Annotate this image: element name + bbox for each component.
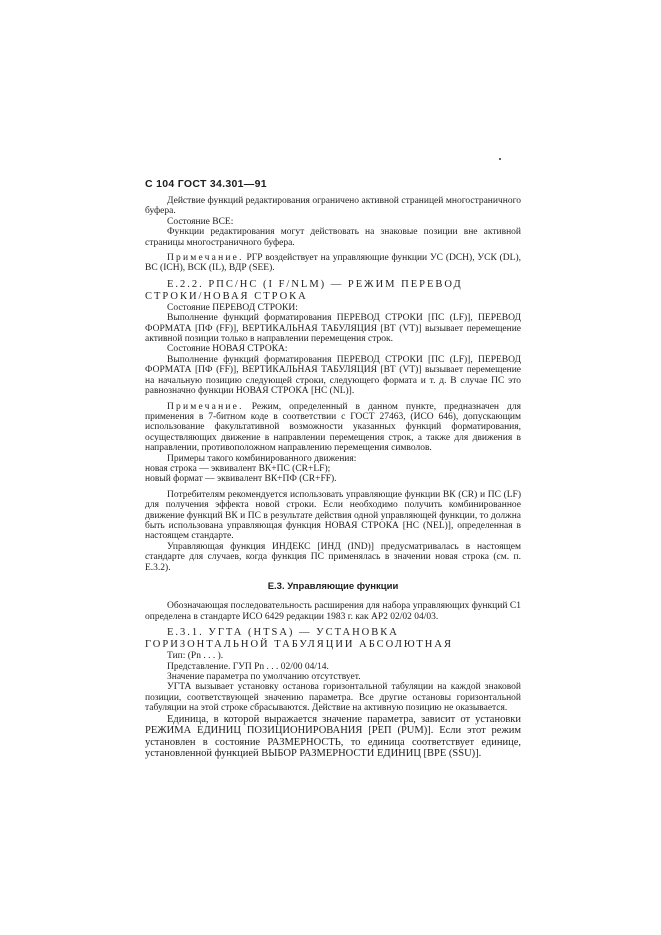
example-line: новый формат — эквивалент ВК+ПФ (CR+FF). [145,474,337,485]
clause-heading-e31: Е.3.1. УГТА (HTSA) — УСТАНОВКА ГОРИЗОНТАЛЬНОЙ ТАБУЛЯЦИИ АБСОЛЮТНАЯ [145,627,453,651]
page-body [145,196,521,760]
note-label: Примечание. [167,253,244,264]
paragraph: Значение параметра по умолчанию отсутствует. [167,672,361,683]
note-label: Примечание. [167,401,244,412]
scan-speck [499,158,501,160]
paragraph: Выполнение функций форматирования ПЕРЕВОД СТРОКИ [ПС (LF)], ПЕРЕВОД ФОРМАТА [ПФ (FF)], ВЕРТИКАЛЬНАЯ ТАБУЛЯЦИЯ [ВТ (VT)] вызывает перемещение активной позиции только в направлении перемещения строк. [145,313,521,345]
paragraph: Выполнение функций форматирования ПЕРЕВОД СТРОКИ [ПС (LF)], ПЕРЕВОД ФОРМАТА [ПФ (FF)], ВЕРТИКАЛЬНАЯ ТАБУЛЯЦИЯ [ВТ (VT)] вызывает перемещение на начальную позицию следующей строки, следующего формата и т. д. В случае ПС это равнозначно функции НОВАЯ СТРОКА [НС (NL)]. [145,354,521,397]
paragraph: Потребителям рекомендуется использовать управляющие функции ВК (CR) и ПС (LF) для получения эффекта новой строки. Если необходимо получить комбинированное движение функций ВК и ПС в результате действия одной управляющей функции, то должна быть использована управляющая функция НОВАЯ СТРОКА [НС (NEL)], определенная в настоящем стандарте. [145,489,521,542]
paragraph: Функции редактирования могут действовать на знаковые позиции вне активной страницы многостраничного буфера. [145,227,521,248]
representation-line: Представление. ГУП Pn . . . 02/00 04/14. [167,661,329,672]
section-title: Е.3. Управляющие функции [267,581,399,592]
paragraph: Примеры такого комбинированного движения: [167,453,357,464]
paragraph: Действие функций редактирования ограничено активной страницей многостраничного буфера. [145,196,521,217]
paragraph: УГТА вызывает установку останова горизонтальной табуляции на каждой знаковой позиции, соответствующей значению параметра. Все другие остановы горизонтальной табуляции на этой строке сбрасываются. Действие на активную позицию не оказывается. [145,682,521,714]
note-text: РГР воздействует на управляющие функции УС (DCH), УСК (DL), ВС (ICH), ВСК (IL), ВДР (SEE). [145,253,521,274]
paragraph: Обозначающая последовательность расширения для набора управляющих функций С1 определена в стандарте ИСО 6429 редакции 1983 г. как АР2 02/02 04/03. [145,601,521,622]
paragraph: Управляющая функция ИНДЕКС [ИНД (IND)] предусматривалась в настоящем стандарте для случаев, когда функция ПС применялась в значении новая строка (см. п. Е.3.2). [145,541,521,573]
state-label: Состояние НОВАЯ СТРОКА: [167,344,288,355]
state-label: Состояние ПЕРЕВОД СТРОКИ: [167,302,298,313]
clause-heading-e22: Е.2.2. РПС/НС (I F/NLM) — РЕЖИМ ПЕРЕВОД СТРОКИ/НОВАЯ СТРОКА [145,278,463,302]
note-text: Режим, определенный в данном пункте, предназначен для применения в 7-битном коде в соответствии с ГОСТ 27463, (ИСО 646), допускающим использование факультативной возможности указанных функций форматирования, осуществляющих движение в направлении перемещения строк, а также для движения в направлении, противоположном направлению перемещения символов. [145,401,521,454]
example-line: новая строка — эквивалент ВК+ПС (CR+LF); [145,463,331,474]
note [145,402,521,454]
paragraph: Единица, в которой выражается значение параметра, зависит от установки РЕЖИМА ЕДИНИЦ ПОЗИЦИОНИРОВАНИЯ [РЕП (PUM)]. Если этот режим установлен в состояние РАЗМЕРНОСТЬ, то единица соответствует единице, установленной функцией ВЫБОР РАЗМЕРНОСТИ ЕДИНИЦ [ВРЕ (SSU)]. [145,713,521,760]
note [145,253,521,274]
type-line: Тип: (Pn . . . ). [167,651,224,662]
state-label: Состояние ВСЕ: [167,216,234,227]
page-header: С 104 ГОСТ 34.301—91 [145,178,267,190]
